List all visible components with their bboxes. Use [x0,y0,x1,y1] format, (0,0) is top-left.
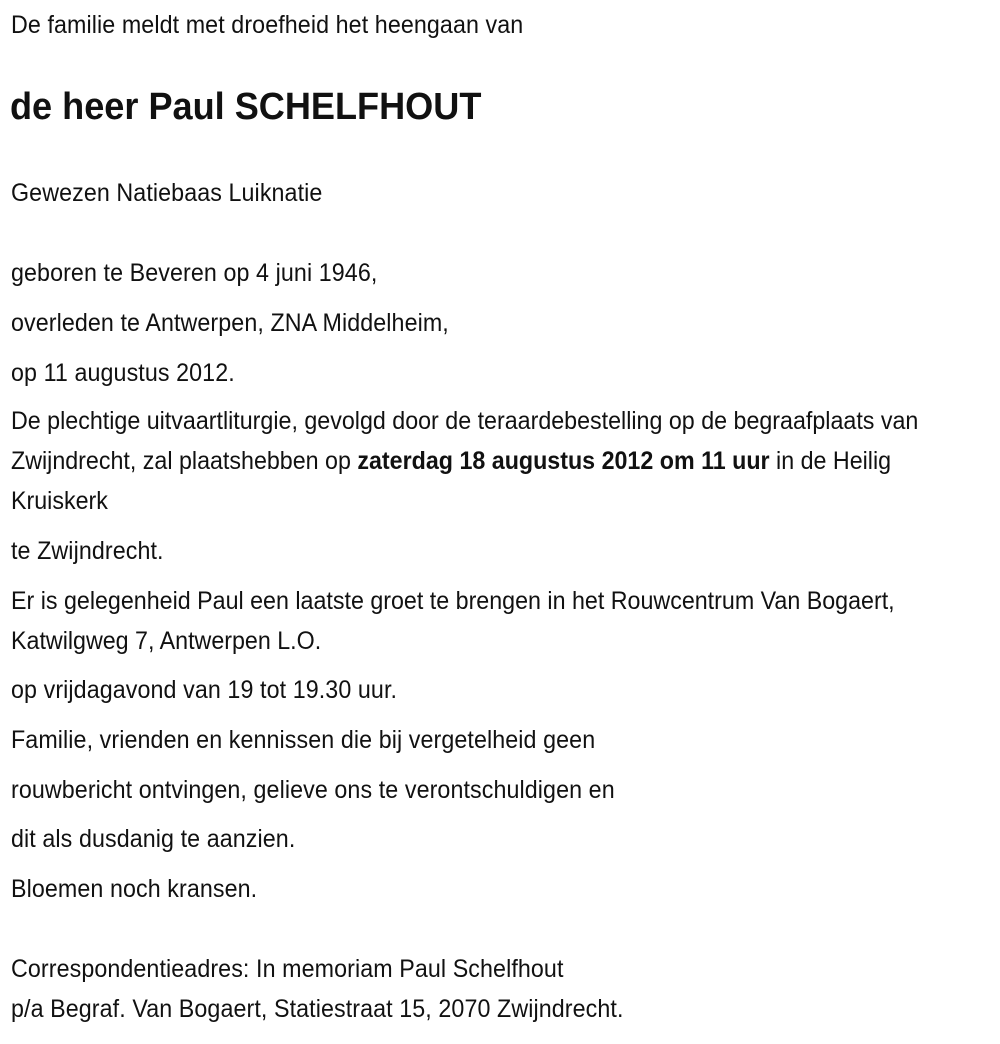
notice-line: dit als dusdanig te aanzien. [11,825,296,853]
death-place: overleden te Antwerpen, ZNA Middelheim, [11,309,449,337]
deceased-title: Gewezen Natiebaas Luiknatie [11,179,323,207]
correspondence-line-2: p/a Begraf. Van Bogaert, Statiestraat 15, 2070 Zwijndrecht. [11,995,624,1023]
funeral-text-after: in de Heilig Kruiskerk [11,447,892,515]
birth-info: geboren te Beveren op 4 juni 1946, [11,259,378,287]
notice-line: rouwbericht ontvingen, gelieve ons te verontschuldigen en [11,776,615,804]
funeral-location-line: te Zwijndrecht. [11,537,164,565]
funeral-date-bold: zaterdag 18 augustus 2012 om 11 uur [357,447,770,475]
death-date: op 11 augustus 2012. [11,359,235,387]
visitation-paragraph: Er is gelegenheid Paul een laatste groet te brengen in het Rouwcentrum Van Bogaert, Katwilgweg 7, Antwerpen L.O. [11,587,895,655]
correspondence-line-1: Correspondentieadres: In memoriam Paul Schelfhout [11,955,564,983]
flowers-notice: Bloemen noch kransen. [11,875,258,903]
funeral-paragraph [11,401,988,521]
intro-text: De familie meldt met droefheid het heengaan van [11,11,524,39]
deceased-name-heading: de heer Paul SCHELFHOUT [10,86,482,128]
funeral-text-before: De plechtige uitvaartliturgie, gevolgd door de teraardebestelling op de begraafplaats van Zwijndrecht, zal plaatshebben op [11,407,919,475]
notice-line: Familie, vrienden en kennissen die bij vergetelheid geen [11,726,596,754]
visitation-time: op vrijdagavond van 19 tot 19.30 uur. [11,676,398,704]
